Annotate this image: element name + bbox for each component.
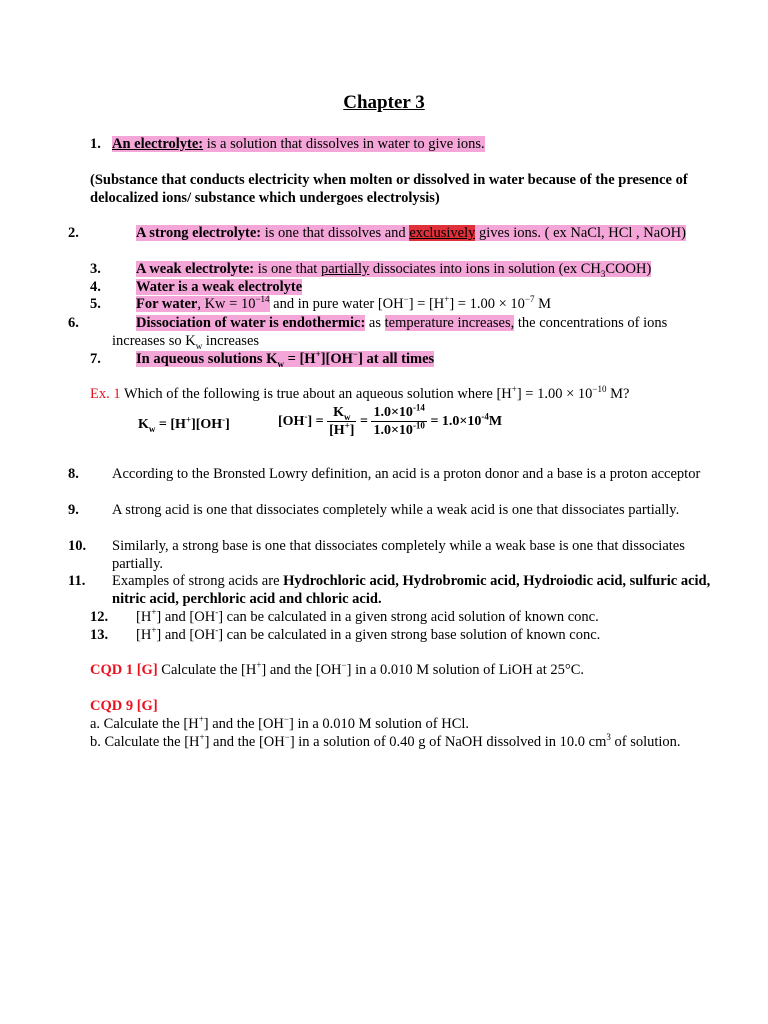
item-number: 1. (90, 136, 101, 152)
cqd-9-label-row (90, 697, 690, 715)
example-label: Ex. 1 (90, 386, 121, 402)
item-10: 10. Similarly, a strong base is one that dissociates completely while a weak base is one that dissociates partially. (68, 538, 685, 572)
cqd-9-part-a: a. Calculate the [H+] and the [OH−] in a 0.010 M solution of HCl. (90, 714, 470, 732)
cqd-9-label: CQD 9 [G] (90, 698, 158, 714)
kw-over-h-fraction: $\frac{K_w}{[H^+]}$ (329, 405, 355, 438)
emphasis-exclusively: exclusively (409, 225, 476, 241)
item-1 (90, 135, 690, 153)
kw-equation: $K_w = [H^+][OH^-]$ (138, 414, 230, 434)
item-6: 6. Dissociation of water is endothermic: as temperature increases, the concentrations of ions increases so $K_w$ increases (68, 315, 668, 351)
item-13: 13. [H+] and [OH-] can be calculated in a given strong base solution of known conc. (90, 625, 601, 643)
oh-equation: [OH-] = $\frac{K_w}{[H^+]}$ = $\frac{1.0\times 10^{-14}}{1.0\times 10^{-10}}$ = $1.0\times 10^{-4}M$ (278, 402, 503, 438)
cqd-1-label: CQD 1 [G] (90, 662, 158, 678)
item-12: 12. [H+] and [OH-] can be calculated in a given strong acid solution of known conc. (90, 607, 599, 625)
cqd-9-part-b: b. Calculate the [H+] and the [OH−] in a solution of 0.40 g of NaOH dissolved in 10.0 $cm^3$ of solution. (90, 732, 681, 750)
item-2: 2. A strong electrolyte: is one that dissolves and exclusively gives ions. ( ex NaCl, HCl , NaOH) (68, 225, 686, 241)
item-3: 3. A weak electrolyte: is one that partially dissociates into ions in solution (ex $CH_3COOH$) (90, 261, 652, 279)
term-electrolyte: An electrolyte: (112, 136, 204, 152)
electrolyte-note: (Substance that conducts electricity when molten or dissolved in water because of the presence of delocalized ions/ substance which undergoes electrolysis) (90, 172, 688, 206)
page-title: Chapter 3 (343, 92, 425, 113)
example-1: Ex. 1 Which of the following is true about an aqueous solution where $[H^+] = 1.00 \times 10^{-10}$ M? (90, 384, 630, 402)
item-4: 4. Water is a weak electrolyte (90, 279, 303, 295)
cqd-1: CQD 1 [G] Calculate the [H+] and the [OH−] in a 0.010 M solution of LiOH at 25°C. (90, 660, 584, 678)
item-9: 9. A strong acid is one that dissociates completely while a weak acid is one that dissociates partially. (68, 502, 680, 518)
item-7: 7. In aqueous solutions $K_w = [H^+][OH^-]$ at all times (90, 349, 435, 369)
item-11: 11. Examples of strong acids are Hydrochloric acid, Hydrobromic acid, Hydroiodic acid, sulfuric acid, nitric acid, perchloric acid and chloric acid. (68, 573, 711, 607)
definition-text: is a solution that dissolves in water to give ions. (203, 136, 485, 152)
item-5: 5. For water, $Kw = 10^{-14}$ and in pure water $[OH^-] = [H^+] = 1.00 \times 10^{-7}$ M (90, 294, 551, 312)
item-8: 8. According to the Bronsted Lowry definition, an acid is a proton donor and a base is a proton acceptor (68, 466, 701, 482)
numeric-fraction: $\frac{1.0\times 10^{-14}}{1.0\times 10^{-10}}$ (373, 402, 425, 438)
